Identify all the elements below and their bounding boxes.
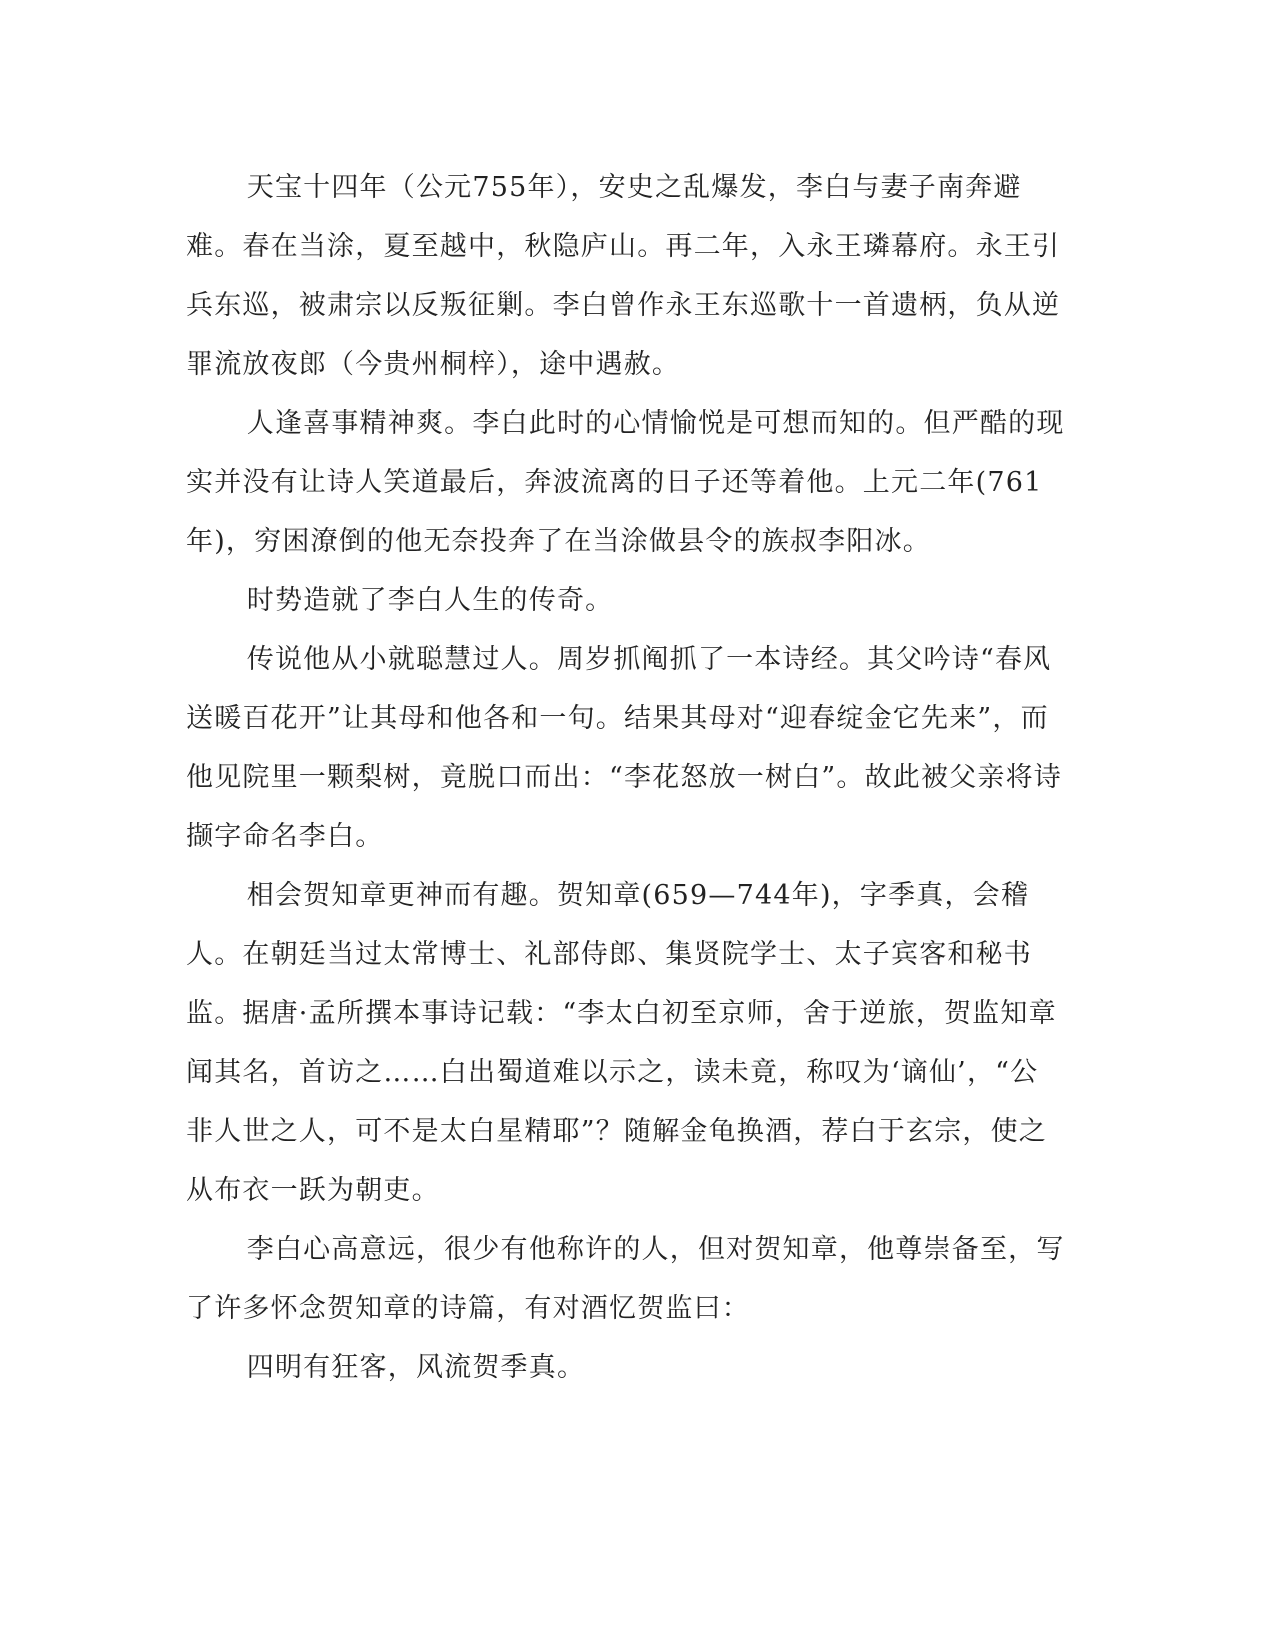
paragraph-he-zhizhang-meeting: 相会贺知章更神而有趣。贺知章(659—744年)，字季真，会稽人。在朝廷当过太常博士、礼部侍郎、集贤院学士、太子宾客和秘书监。据唐·孟所撰本事诗记载：“李太白初至京师，舍于逆旅，贺监知章闻其名，首访之……白出蜀道难以示之，读未竟，称叹为‘谪仙’，“公非人世之人，可不是太白星精耶”？随解金龟换酒，荐白于玄宗，使之从布衣一跃为朝吏。: [186, 880, 1057, 1206]
paragraph-poem-line: 四明有狂客，风流贺季真。: [246, 1352, 586, 1383]
paragraph-pardon-joy: 人逢喜事精神爽。李白此时的心情愉悦是可想而知的。但严酷的现实并没有让诗人笑道最后，奔波流离的日子还等着他。上元二年(761年)，穷困潦倒的他无奈投奔了在当涂做县令的族叔李阳冰。: [186, 408, 1065, 557]
paragraph-legend-intro: 时势造就了李白人生的传奇。: [246, 585, 614, 616]
paragraph-admiration: 李白心高意远，很少有他称许的人，但对贺知章，他尊崇备至，写了许多怀念贺知章的诗篇，有对酒忆贺监曰：: [186, 1234, 1065, 1324]
paragraph-an-shi-rebellion: 天宝十四年（公元755年），安史之乱爆发，李白与妻子南奔避难。春在当涂，夏至越中，秋隐庐山。再二年，入永王璘幕府。永王引兵东巡，被肃宗以反叛征剿。李白曾作永王东巡歌十一首遗柄，负从逆罪流放夜郎（今贵州桐梓），途中遇赦。: [186, 172, 1061, 380]
document-body: [186, 158, 1066, 1397]
paragraph-childhood-legend: 传说他从小就聪慧过人。周岁抓阄抓了一本诗经。其父吟诗“春风送暖百花开”让其母和他各和一句。结果其母对“迎春绽金它先来”，而他见院里一颗梨树，竟脱口而出：“李花怒放一树白”。故此被父亲将诗撷字命名李白。: [186, 644, 1063, 852]
